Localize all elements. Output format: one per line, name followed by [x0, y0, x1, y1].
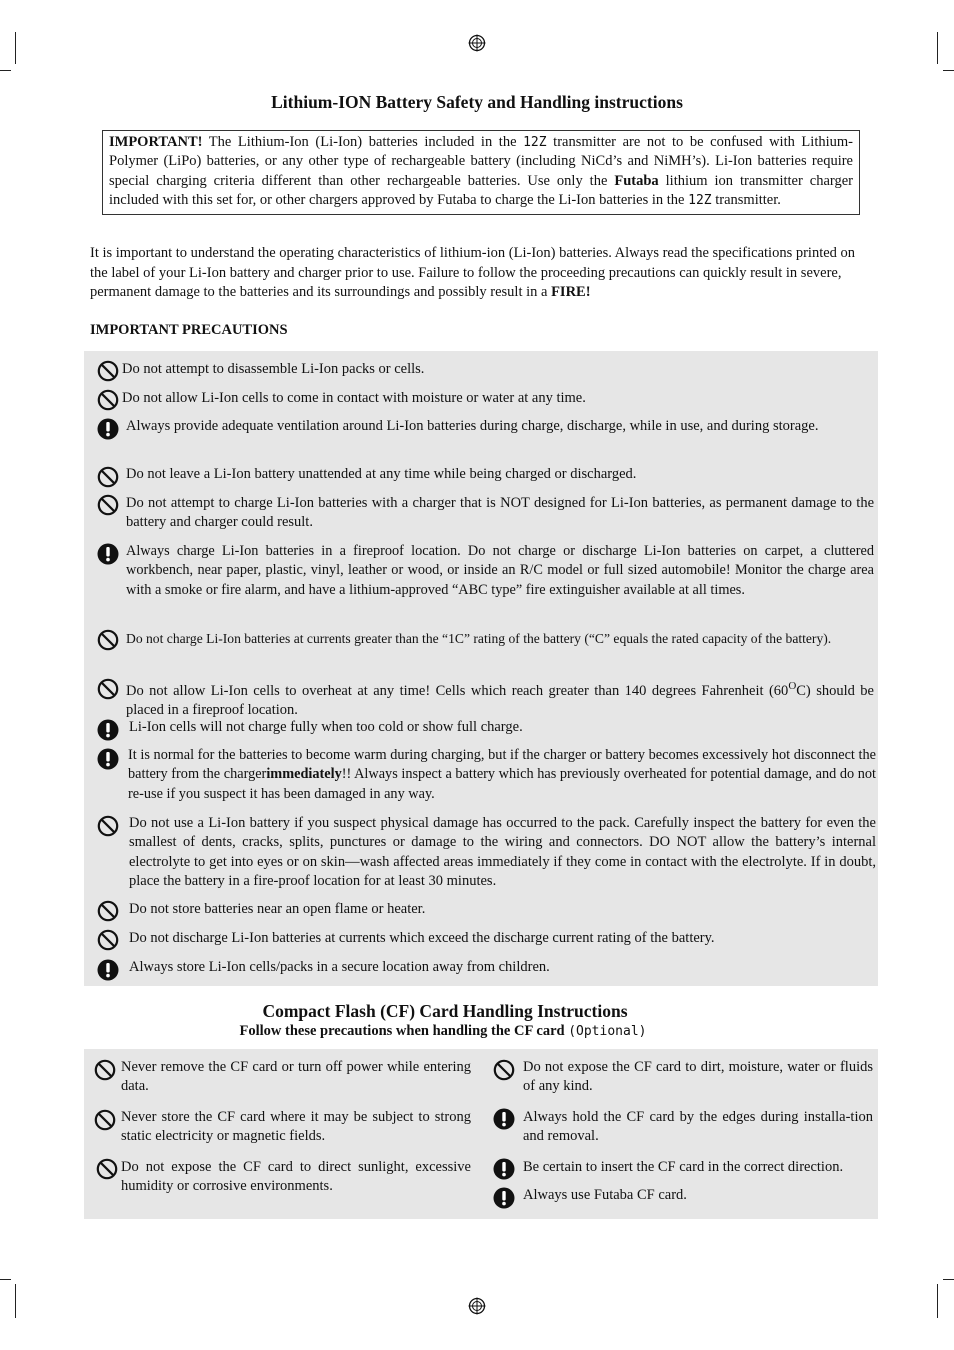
prohibited-icon — [97, 678, 119, 700]
prohibited-icon — [97, 900, 119, 922]
cf-precaution-item-text: Be certain to insert the CF card in the correct direction. — [523, 1159, 844, 1175]
precaution-item — [122, 389, 874, 408]
cf-precaution-item-text: Do not expose the CF card to direct sunlight, excessive humidity or corrosive environments. — [121, 1159, 471, 1195]
cf-precaution-item — [523, 1108, 873, 1147]
cf-precaution-item-text: Never remove the CF card or turn off power while entering data. — [121, 1059, 471, 1095]
cf-precaution-item — [523, 1058, 873, 1097]
precaution-item — [126, 629, 874, 648]
crop-mark — [937, 1284, 938, 1318]
prohibited-icon — [97, 389, 119, 411]
cf-precaution-item-text: Always hold the CF card by the edges during installa-tion and removal. — [523, 1109, 873, 1145]
emphasis-text: immediately — [266, 766, 342, 783]
precaution-item-text: Li-Ion cells will not charge fully when too cold or show full charge. — [129, 719, 523, 735]
prohibited-icon — [97, 815, 119, 837]
precaution-item — [128, 746, 876, 804]
precaution-item — [129, 900, 874, 919]
precaution-item-text: !! Always inspect a battery which has previously overheated for potential damage, and do not re-use if you suspect it has been damaged in any way. — [128, 766, 876, 802]
warning-icon — [493, 1108, 515, 1130]
crop-mark — [937, 32, 938, 64]
prohibited-icon — [493, 1059, 515, 1081]
warning-icon — [97, 418, 119, 440]
precaution-item — [126, 417, 874, 436]
crop-mark — [943, 1279, 954, 1280]
model-name: 12Z — [523, 135, 547, 150]
cf-precaution-item — [523, 1186, 873, 1205]
prohibited-icon — [94, 1109, 116, 1131]
crop-mark — [15, 1284, 16, 1318]
intro-paragraph — [90, 244, 876, 303]
prohibited-icon — [96, 1158, 118, 1180]
precaution-item-text: Do not attempt to charge Li-Ion batteries with a charger that is NOT designed for Li-Ion batteries, as permanent damage to the battery and charger could result. — [126, 495, 874, 531]
precaution-item-text: Do not store batteries near an open flame or heater. — [129, 901, 426, 917]
precaution-item-text: Always charge Li-Ion batteries in a fireproof location. Do not charge or discharge Li-Ion batteries on carpet, a cluttered workbench, near paper, plastic, vinyl, leather or wood, or inside an R/C model or full sized automobile! Monitor the charge area with a smoke or fire alarm, and have a lithium-approved “ABC type” fire extinguisher available at all times. — [126, 543, 874, 598]
crop-mark — [0, 70, 11, 71]
warning-icon — [97, 543, 119, 565]
important-text: lithium ion transmitter charger included with this set for, or other chargers approved by Futaba to charge the Li-Ion batteries in the — [109, 172, 853, 208]
cf-precaution-item-text: Always use Futaba CF card. — [523, 1187, 687, 1203]
crop-mark — [943, 70, 954, 71]
precaution-item — [126, 494, 874, 533]
precaution-item — [126, 677, 874, 721]
precaution-item-text: Do not allow Li-Ion cells to come in contact with moisture or water at any time. — [122, 390, 586, 406]
cf-precaution-item — [121, 1158, 471, 1197]
precaution-item-text: Always provide adequate ventilation around Li-Ion batteries during charge, discharge, while in use, and during storage. — [126, 418, 819, 434]
precaution-item-text: Do not use a Li-Ion battery if you suspect physical damage has occurred to the pack. Carefully inspect the battery for even the smallest of dents, cracks, splits, punctures or damage to the wiring and connectors. DO NOT allow the battery’s internal electrolyte to get into eyes or on skin—wash affected areas immediately if they come in contact with the electrolyte. If in doubt, place the battery in a fire-proof location for at least 30 minutes. — [129, 815, 876, 890]
precaution-item-text: C) should be placed in a fireproof location. — [126, 682, 874, 719]
model-name: 12Z — [688, 192, 712, 208]
precaution-item — [129, 814, 876, 892]
prohibited-icon — [97, 929, 119, 951]
warning-icon — [493, 1187, 515, 1209]
prohibited-icon — [94, 1059, 116, 1081]
prohibited-icon — [97, 629, 119, 651]
cf-subtitle-text: Follow these precautions when handling the CF card — [239, 1023, 565, 1039]
precaution-item-text: Do not discharge Li-Ion batteries at currents which exceed the discharge current rating of the battery. — [129, 930, 715, 946]
precaution-item — [129, 929, 874, 948]
page-title: Lithium-ION Battery Safety and Handling instructions — [271, 92, 683, 112]
prohibited-icon — [97, 466, 119, 488]
warning-icon — [97, 719, 119, 741]
prohibited-icon — [97, 360, 119, 382]
important-notice — [102, 130, 860, 215]
cf-precaution-item-text: Do not expose the CF card to dirt, moisture, water or fluids of any kind. — [523, 1059, 873, 1095]
registration-mark-bottom — [468, 1297, 486, 1315]
crop-mark — [15, 32, 16, 64]
important-text: The Lithium-Ion (Li-Ion) batteries included in the — [202, 134, 524, 150]
precaution-item-text: Do not attempt to disassemble Li-Ion packs or cells. — [122, 361, 425, 377]
cf-section-title: Compact Flash (CF) Card Handling Instructions — [262, 1001, 628, 1021]
precaution-item-text: It is normal for the batteries to become warm during charging, but if the charger or battery becomes excessively hot disconnect the battery from the charger — [128, 747, 876, 783]
precaution-item — [122, 360, 874, 379]
important-text: transmitter. — [711, 191, 781, 208]
crop-mark — [0, 1279, 11, 1280]
cf-optional-note: (Optional) — [568, 1024, 647, 1039]
cf-precaution-item — [121, 1058, 471, 1097]
prohibited-icon — [97, 494, 119, 516]
warning-icon — [97, 959, 119, 981]
precaution-item — [129, 718, 874, 737]
cf-precaution-item-text: Never store the CF card where it may be subject to strong static electricity or magnetic fields. — [121, 1109, 471, 1145]
precaution-item-text: Always store Li-Ion cells/packs in a secure location away from children. — [129, 959, 550, 975]
cf-precaution-item — [121, 1108, 471, 1147]
registration-mark-top — [468, 34, 486, 52]
precaution-item — [129, 958, 874, 977]
fire-warning: FIRE! — [551, 284, 591, 301]
precaution-item-text: Do not charge Li-Ion batteries at currents greater than the “1C” rating of the battery (“C” equals the rated capacity of the battery). — [126, 631, 832, 646]
precaution-item — [126, 542, 874, 600]
degree-superscript: O — [788, 680, 797, 692]
precaution-item-text: Do not allow Li-Ion cells to overheat at any time! Cells which reach greater than 140 degrees Fahrenheit (60 — [126, 682, 789, 699]
important-text: transmitter are not to be confused with Lithium-Polymer (LiPo) batteries, or any other type of rechargeable battery (including NiCd’s and NiMH’s). Li-Ion batteries require special charging criteria different than other rechargeable batteries. Use only the — [109, 134, 853, 189]
warning-icon — [97, 748, 119, 770]
precaution-item-text: Do not leave a Li-Ion battery unattended at any time while being charged or discharged. — [126, 466, 637, 482]
precautions-heading: IMPORTANT PRECAUTIONS — [90, 322, 288, 338]
warning-icon — [493, 1158, 515, 1180]
brand-name: Futaba — [614, 172, 659, 189]
important-label: IMPORTANT! — [109, 134, 203, 150]
cf-precaution-item — [523, 1158, 873, 1177]
intro-text: It is important to understand the operating characteristics of lithium-ion (Li-Ion) batteries. Always read the specifications printed on the label of your Li-Ion battery and charger prior to use. Failure to follow the proceeding precautions can quickly result in severe, permanent damage to the batteries and its surroundings and possibly result in a — [90, 245, 856, 301]
precaution-item — [126, 465, 874, 484]
cf-section-subtitle — [0, 1023, 886, 1040]
